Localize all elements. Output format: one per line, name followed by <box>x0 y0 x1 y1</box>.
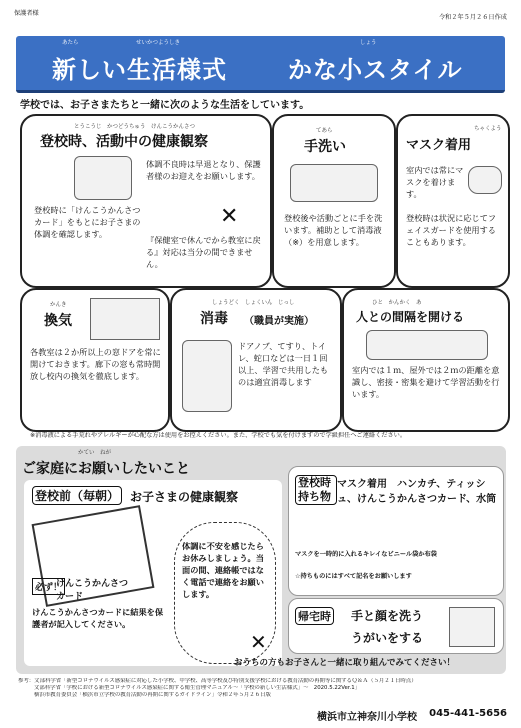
health-check-left-text: 登校時に「けんこうかんさつカード」をもとにお子さまの体調を確認します。 <box>34 205 141 239</box>
no-notebook-cross-icon: ✕ <box>250 630 267 654</box>
morning-check-panel <box>24 480 282 666</box>
distance-ruby: ひと かんかく あ <box>372 300 422 306</box>
handwash-title: 手洗い <box>304 139 346 155</box>
spray-illustration <box>182 340 232 412</box>
health-check-title: 登校時、活動中の健康観察 <box>40 134 208 150</box>
return-text-2: うがいをする <box>351 631 424 645</box>
mask-title: マスク着用 <box>406 138 472 153</box>
health-check-box <box>20 114 272 288</box>
morning-label: 登校前（毎朝） <box>32 486 122 505</box>
reference-3: 横浜市教育委員会「横浜市立学校の教育活動の再開に関するガイドライン」令和２年５月２６日版 <box>34 692 271 698</box>
handwash-ruby: てあら <box>316 128 333 134</box>
handwash-box <box>272 114 396 288</box>
banner-ruby-3: しょう <box>360 40 377 46</box>
disinfect-subtitle: （職員が実施） <box>244 316 314 327</box>
mask-text-1: 室内では常にマスクを着けます。 <box>406 165 464 199</box>
home-ruby: かてい ねが <box>78 450 112 456</box>
title-banner <box>16 36 505 93</box>
disinfectant-footnote: ※消毒液による手荒れやアレルギーが心配な方は使用をお控えください。また、学校でも気を付けますので学級担任へご連絡ください。 <box>30 432 407 439</box>
health-check-ruby: とうこうじ かつどうちゅう けんこうかんさつ <box>74 124 196 130</box>
card-label: けんこうかんさつカード <box>56 579 129 602</box>
reference-2: 文部科学省「学校における新型コロナウイルス感染症に関する衛生管理マニュアル～「学校の新しい生活様式」～ 2020.5.22Ver.1」 <box>34 685 361 691</box>
reference-1: 参考：文部科学省「新型コロナウイルス感染症に対応した小学校、中学校、高等学校及び特別支援学校における教育活動の再開等に関するＱ＆Ａ（５月２１日時点） <box>18 678 417 684</box>
cross-mark-icon: ✕ <box>220 204 239 229</box>
return-text-1: 手と顔を洗う <box>351 609 424 623</box>
home-title: ご家庭にお願いしたいこと <box>22 461 190 477</box>
return-panel <box>288 598 504 654</box>
mask-icon <box>468 166 502 194</box>
mask-ruby: ちゃくよう <box>474 126 502 132</box>
disinfect-box <box>170 288 342 432</box>
ventilation-text: 各教室は２か所以上の窓ドアを常に開けておきます。廊下の窓も常時開放し校内の換気を徹底します。 <box>30 347 161 381</box>
bring-items-panel <box>288 466 504 596</box>
health-check-right-text: 体調不良時は早退となり、保護者様のお迎えをお願いします。 <box>146 159 261 181</box>
house-illustration <box>449 607 495 647</box>
ventilation-box <box>20 288 170 432</box>
return-label: 帰宅時 <box>295 607 334 625</box>
mask-box <box>396 114 510 288</box>
distance-box <box>342 288 510 432</box>
banner-ruby-1: あたら <box>62 40 79 46</box>
distance-title: 人との間隔を開ける <box>356 310 465 324</box>
bring-name-note: ☆持ちものにはすべて記名をお願いします <box>295 573 412 580</box>
disinfect-text: ドアノブ、てすり、トイレ、蛇口などは一日１回以上、学習で共用したものは適宜消毒します <box>238 341 329 387</box>
card-instruction: けんこうかんさつカードに結果を保護者が記入してください。 <box>32 607 164 629</box>
bring-items: マスク着用 ハンカチ、ティッシュ、けんこうかんさつカード、水筒 <box>337 479 497 505</box>
handwash-illustration <box>290 164 378 202</box>
must-label: 必ず！ <box>32 578 65 595</box>
banner-title-2: かな小スタイル <box>288 56 463 84</box>
home-request-section <box>16 446 506 674</box>
distance-text: 室内では１ｍ、屋外では２ｍの距離を意識し、密接・密集を避けて学習活動を行います。 <box>352 365 500 399</box>
references <box>18 678 508 699</box>
school-name: 横浜市立神奈川小学校 <box>317 712 417 723</box>
mask-text-2: 登校時は状況に応じてフェイスガードを使用することもあります。 <box>406 213 497 247</box>
bring-note: マスクを一時的に入れるキレイなビニール袋か布袋 <box>295 551 437 558</box>
sick-text: 体調に不安を感じたらお休みしましょう。当面の間、連絡帳ではなく電話で連絡をお願いします。 <box>182 541 264 599</box>
bring-label: 登校時持ち物 <box>295 475 337 505</box>
disinfect-ruby: しょうどく しょくいん じっし <box>212 300 295 306</box>
ventilation-ruby: かんき <box>50 302 67 308</box>
banner-title-1: 新しい生活様式 <box>52 56 227 84</box>
window-illustration <box>90 298 160 340</box>
creation-date: 令和２年５月２６日作成 <box>438 14 507 21</box>
health-check-bottom-text: 『保健室で休んでから教室に戻る』対応は当分の間できません。 <box>146 235 261 269</box>
intro-text: 学校では、お子さまたちと一緒に次のような生活をしています。 <box>20 100 310 111</box>
closing-text: おうちの方もお子さんと一緒に取り組んでみてください！ <box>234 658 456 668</box>
morning-title: お子さまの健康観察 <box>130 490 239 504</box>
school-phone: 045-441-5656 <box>429 708 507 719</box>
distance-illustration <box>366 330 488 360</box>
disinfect-title: 消毒 <box>200 311 228 327</box>
handwash-text: 登校後や活動ごとに手を洗います。補助として消毒液（※）を用意します。 <box>284 213 383 247</box>
banner-ruby-2: せいかつようしき <box>136 40 181 46</box>
audience-label: 保護者様 <box>14 10 39 17</box>
ventilation-title: 換気 <box>44 313 72 329</box>
teacher-student-illustration <box>74 156 132 200</box>
